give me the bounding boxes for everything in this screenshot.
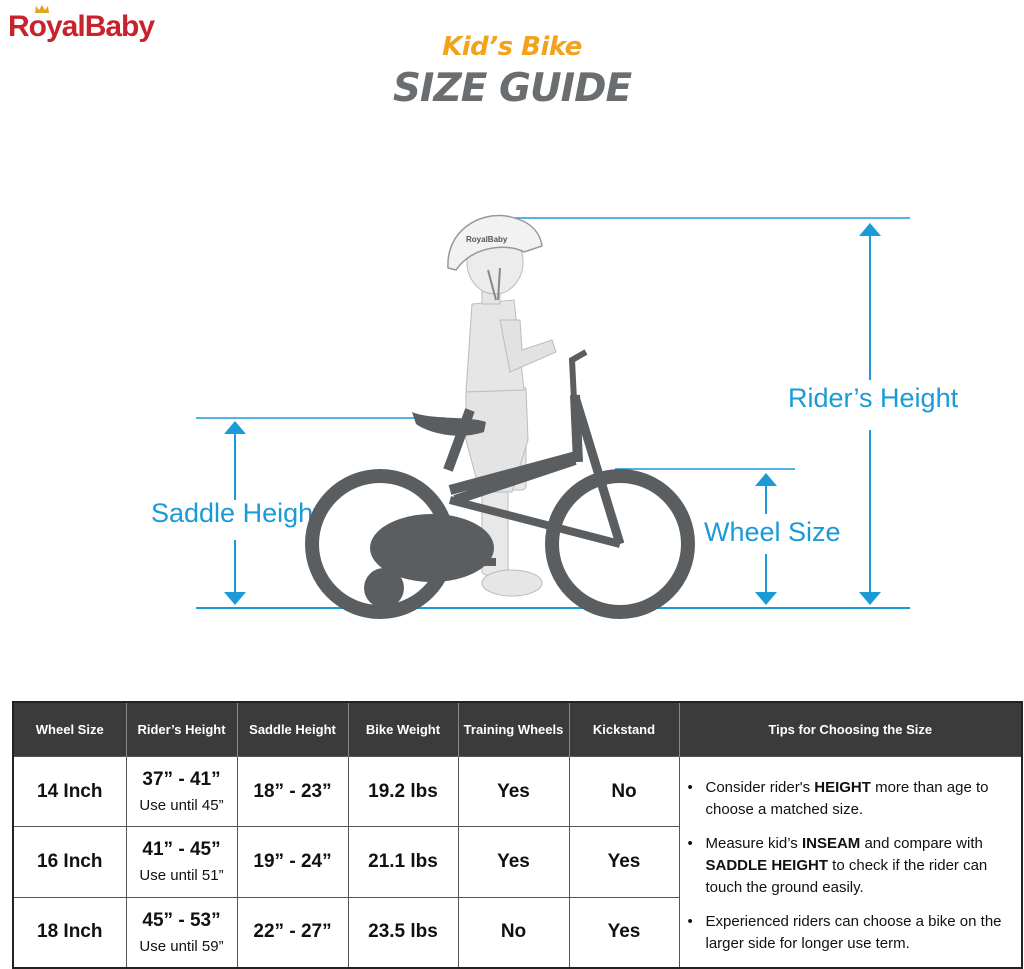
tip-item [688, 833, 1014, 899]
page-subtitle: Kid’s Bike [442, 32, 582, 62]
cell-wheel-size: 14 Inch [13, 757, 126, 827]
riders-height-range: 41” - 45” [142, 839, 221, 861]
tip-emphasis: SADDLE HEIGHT [705, 857, 829, 874]
cell-wheel-size: 16 Inch [13, 827, 126, 897]
tip-text: Experienced riders can choose a bike on the larger side for longer use term. [705, 913, 1002, 952]
cell-training-wheels: No [458, 897, 569, 968]
tip-text: Measure kid’s [705, 835, 802, 852]
tip-emphasis: HEIGHT [814, 779, 871, 796]
helmet-logo-text: RoyalBaby [466, 235, 508, 244]
cell-kickstand: Yes [569, 827, 679, 897]
riders-height-arrow [859, 223, 881, 605]
header-bike-weight: Bike Weight [348, 702, 458, 757]
cell-riders-height [126, 827, 237, 897]
cell-bike-weight: 19.2 lbs [348, 757, 458, 827]
logo-text: RoyalBaby [8, 10, 155, 43]
page-title: SIZE GUIDE [392, 66, 632, 111]
riders-height-range: 37” - 41” [142, 769, 221, 791]
cell-saddle-height: 19” - 24” [237, 827, 348, 897]
cell-kickstand: No [569, 757, 679, 827]
riders-height-label: Rider’s Height [788, 383, 959, 413]
tips-list [680, 757, 1022, 955]
cell-wheel-size: 18 Inch [13, 897, 126, 968]
use-until-note: Use until 51” [139, 867, 224, 885]
riders-height-range: 45” - 53” [142, 909, 221, 931]
tip-item [688, 911, 1014, 955]
use-until-note: Use until 45” [139, 797, 224, 815]
cell-saddle-height: 18” - 23” [237, 757, 348, 827]
tips-cell [679, 757, 1022, 969]
size-table [12, 701, 1023, 969]
cell-riders-height [126, 757, 237, 827]
header-wheel-size: Wheel Size [13, 702, 126, 757]
tip-item [688, 777, 1014, 821]
table-row [13, 757, 1022, 827]
cell-training-wheels: Yes [458, 757, 569, 827]
header-tips: Tips for Choosing the Size [679, 702, 1022, 757]
table-header-row [13, 702, 1022, 757]
cell-training-wheels: Yes [458, 827, 569, 897]
header-training-wheels: Training Wheels [458, 702, 569, 757]
header-saddle-height: Saddle Height [237, 702, 348, 757]
header-riders-height: Rider’s Height [126, 702, 237, 757]
tip-text: Consider rider's [705, 779, 815, 796]
cell-saddle-height: 22” - 27” [237, 897, 348, 968]
tip-text: more than age to choose a matched size. [705, 779, 989, 818]
use-until-note: Use until 59” [139, 937, 224, 955]
tip-text: to check if the rider can touch the ground easily. [705, 857, 988, 896]
cell-riders-height [126, 897, 237, 968]
wheel-size-label: Wheel Size [704, 517, 841, 547]
tip-text: and compare with [860, 835, 983, 852]
cell-kickstand: Yes [569, 897, 679, 968]
tip-emphasis: INSEAM [801, 835, 861, 852]
cell-bike-weight: 23.5 lbs [348, 897, 458, 968]
size-diagram [0, 180, 1024, 630]
cell-bike-weight: 21.1 lbs [348, 827, 458, 897]
saddle-height-label: Saddle Height [151, 498, 321, 528]
header-kickstand: Kickstand [569, 702, 679, 757]
